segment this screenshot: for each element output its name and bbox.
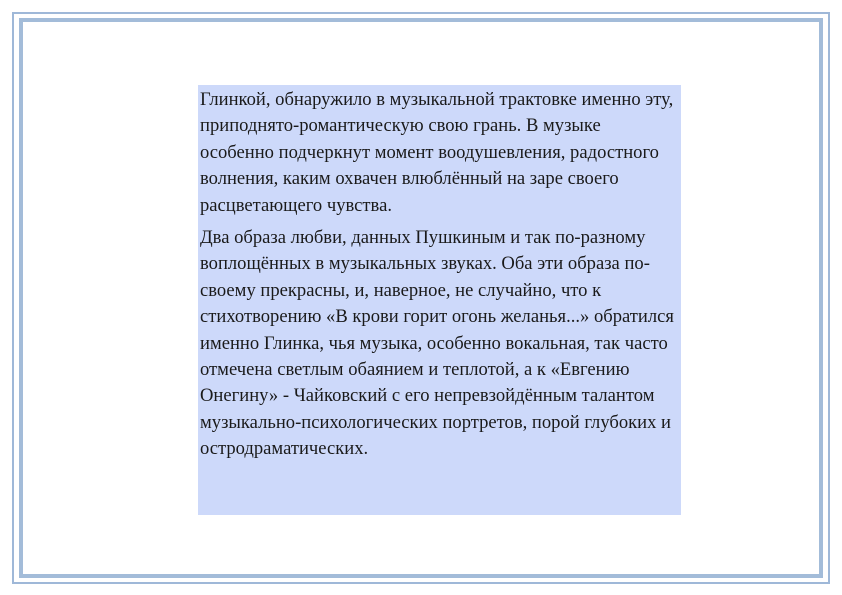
paragraph-1: Глинкой, обнаружило в музыкальной трактовке именно эту, приподнято-романтическую свою грань. В музыке особенно подчеркнут момент воодушевления, радостного волнения, каким охвачен влюблённый на заре своего расцветающего чувства. [200, 89, 674, 216]
text-block [198, 85, 681, 515]
paragraph-2: Два образа любви, данных Пушкиным и так по-разному воплощённых в музыкальных звуках. Оба эти образа по-своему прекрасны, и, наверное, не случайно, что к стихотворению «В крови горит огонь желанья...» обратился именно Глинка, чья музыка, особенно вокальная, так часто отмечена светлым обаянием и теплотой, а к «Евгению Онегину» - Чайковский с его непревзойдённым талантом музыкально-психологических портретов, порой глубоких и остродраматических. [200, 227, 674, 460]
